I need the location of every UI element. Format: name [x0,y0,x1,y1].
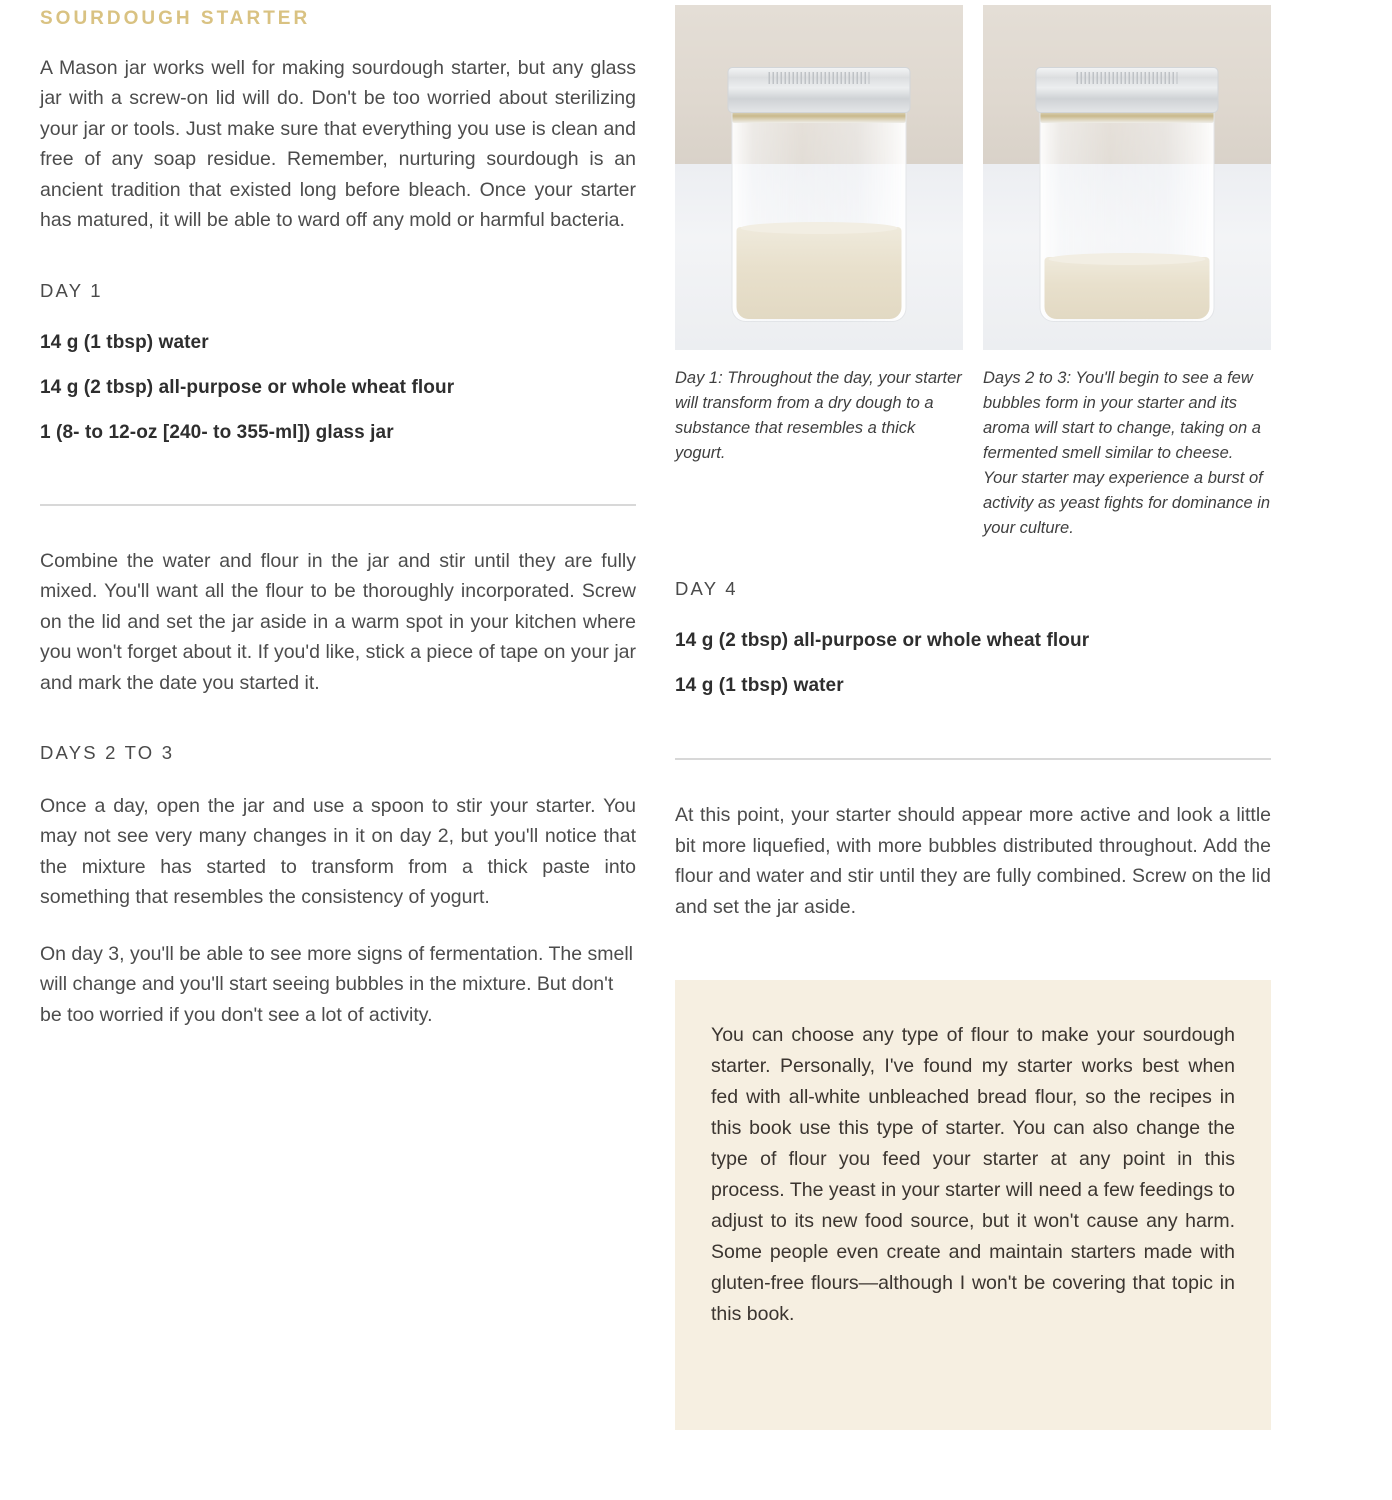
day-1-method-paragraph: Combine the water and flour in the jar and stir until they are fully mixed. You'll want all the flour to be thoroughly incorporated. Screw on the lid and set the jar aside in a warm spot in your kitchen where you won't forget about it. If you'd like, stick a piece of tape on your jar and mark the date you started it. [40,549,636,694]
jar-lid-ridges [768,72,869,84]
photo-mason-jar-days-2-to-3 [983,5,1271,350]
day-4-method-paragraph: At this point, your starter should appear more active and look a little bit more liquefied, with more bubbles distributed throughout. Add the flour and water and stir until they are fully combined. Screw on the lid and set the jar aside. [675,804,1271,918]
photo-row [675,5,1271,350]
tip-callout-inner [711,1020,1235,1330]
jar-glass [732,105,907,322]
ingredient-item: 14 g (1 tbsp) water [675,675,844,697]
jar-glass [1040,105,1215,322]
ingredient-item: 1 (8- to 12-oz [240- to 355-ml]) glass jar [40,421,394,443]
photo-caption: Days 2 to 3: You'll begin to see a few bubbles form in your starter and its aroma will start to change, taking on a fermented smell similar to cheese. Your starter may experience a burst of activity as yeast fights for dominance in your culture. [983,369,1271,537]
intro-paragraph: A Mason jar works well for making sourdough starter, but any glass jar with a screw-on lid will do. Don't be too worried about sterilizing your jar or tools. Just make sure that everything you use is clean and free of any soap residue. Remember, nurturing sourdough is an ancient tradition that existed long before bleach. Once your starter has matured, it will be able to ward off any mold or harmful bacteria. [40,56,636,232]
page-title: SOURDOUGH STARTER [40,8,311,29]
caption-row [675,366,1271,541]
mason-jar-icon [1040,67,1215,322]
days-2-to-3-paragraph-2: On day 3, you'll be able to see more signs of fermentation. The smell will change and you'll start seeing bubbles in the mixture. But don't be too worried if you don't see a lot of activity. [40,942,634,1026]
ingredient-item: 14 g (1 tbsp) water [40,331,209,353]
day-1-heading: DAY 1 [40,279,103,301]
ingredient-item: 14 g (2 tbsp) all-purpose or whole wheat flour [675,630,1090,652]
photo-caption: Day 1: Throughout the day, your starter will transform from a dry dough to a substance that resembles a thick yogurt. [675,369,962,462]
divider [675,758,1271,760]
jar-lid [728,67,911,113]
days-2-to-3-heading: DAYS 2 TO 3 [40,742,175,764]
ingredient-item: 14 g (2 tbsp) all-purpose or whole wheat flour [40,376,455,398]
jar-contents [737,227,902,319]
tip-callout-box [675,980,1271,1430]
left-column [40,0,636,1030]
tip-callout-text: You can choose any type of flour to make your sourdough starter. Personally, I've found my starter works best when fed with all-white unbleached bread flour, so the recipes in this book use this type of starter. You can also change the type of flour you feed your starter at any point in this process. The yeast in your starter will need a few feedings to adjust to its new food source, but it won't cause any harm. Some people even create and maintain starters made with gluten-free flours—although I won't be covering that topic in this book. [711,1024,1235,1325]
photo-mason-jar-day-1 [675,5,963,350]
jar-contents-surface [1049,253,1206,265]
right-column [675,578,1271,922]
mason-jar-icon [732,67,907,322]
jar-lid-ridges [1076,72,1177,84]
jar-contents [1045,257,1210,319]
day-4-heading: DAY 4 [675,578,738,599]
jar-lid [1036,67,1219,113]
jar-contents-surface [741,222,898,234]
days-2-to-3-paragraph-1: Once a day, open the jar and use a spoon to stir your starter. You may not see very many changes in it on day 2, but you'll notice that the mixture has started to transform from a thick paste into something that resembles the consistency of yogurt. [40,794,636,909]
divider [40,504,636,506]
